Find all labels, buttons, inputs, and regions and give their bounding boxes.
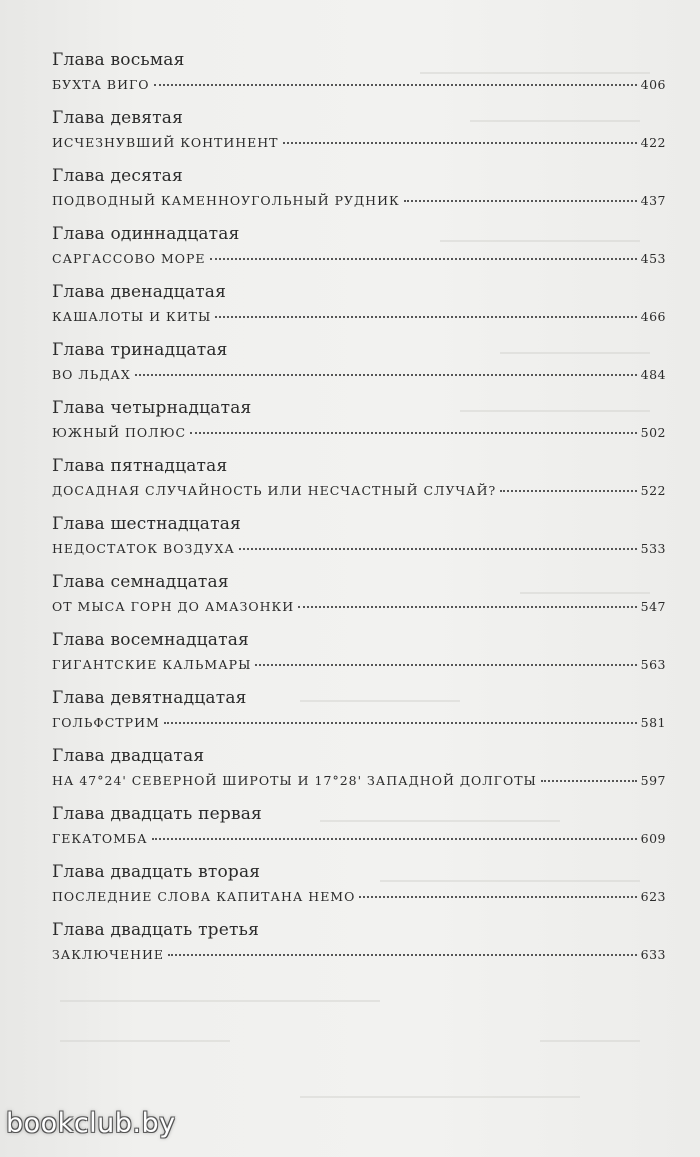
page-number: 563 (640, 657, 666, 672)
chapter-title: НА 47°24' СЕВЕРНОЙ ШИРОТЫ И 17°28' ЗАПАДНОЙ ДОЛГОТЫ (52, 773, 537, 788)
chapter-label: Глава пятнадцатая (52, 456, 228, 476)
dot-leader (210, 258, 637, 260)
toc-line (52, 889, 666, 905)
toc-entry (52, 108, 666, 166)
chapter-title: ОТ МЫСА ГОРН ДО АМАЗОНКИ (52, 599, 295, 614)
dot-leader (404, 200, 637, 202)
chapter-title: ГОЛЬФСТРИМ (52, 715, 160, 730)
chapter-label: Глава семнадцатая (52, 572, 229, 592)
toc-entry (52, 862, 666, 920)
dot-leader (541, 780, 637, 782)
toc-entry (52, 804, 666, 862)
toc-entry (52, 920, 666, 978)
toc-line (52, 77, 666, 93)
page-number: 422 (640, 135, 666, 150)
page-number: 581 (640, 715, 666, 730)
chapter-title: КАШАЛОТЫ И КИТЫ (52, 309, 212, 324)
chapter-label: Глава двадцать вторая (52, 862, 261, 882)
toc-line (52, 715, 666, 731)
chapter-title: ДОСАДНАЯ СЛУЧАЙНОСТЬ ИЛИ НЕСЧАСТНЫЙ СЛУЧАЙ? (52, 483, 497, 498)
toc-entry (52, 746, 666, 804)
toc-line (52, 599, 666, 615)
toc-entry (52, 166, 666, 224)
page-number: 522 (640, 483, 666, 498)
chapter-title: ВО ЛЬДАХ (52, 367, 131, 382)
page-number: 547 (640, 599, 666, 614)
chapter-label: Глава одиннадцатая (52, 224, 240, 244)
chapter-title: ГЕКАТОМБА (52, 831, 148, 846)
page-number: 609 (640, 831, 666, 846)
chapter-label: Глава двадцатая (52, 746, 205, 766)
toc-line (52, 251, 666, 267)
toc-line (52, 483, 666, 499)
chapter-title: ЮЖНЫЙ ПОЛЮС (52, 425, 187, 440)
dot-leader (359, 896, 636, 898)
chapter-title: НЕДОСТАТОК ВОЗДУХА (52, 541, 235, 556)
chapter-label: Глава двадцать первая (52, 804, 262, 824)
page-number: 484 (640, 367, 666, 382)
toc-line (52, 309, 666, 325)
toc-line (52, 657, 666, 673)
chapter-label: Глава тринадцатая (52, 340, 228, 360)
dot-leader (283, 142, 637, 144)
chapter-label: Глава восьмая (52, 50, 185, 70)
toc-line (52, 193, 666, 209)
toc-line (52, 773, 666, 789)
chapter-label: Глава двадцать третья (52, 920, 260, 940)
chapter-label: Глава девятая (52, 108, 183, 128)
toc-line (52, 367, 666, 383)
chapter-label: Глава девятнадцатая (52, 688, 247, 708)
page-number: 533 (640, 541, 666, 556)
page-number: 502 (640, 425, 666, 440)
toc-entry (52, 688, 666, 746)
toc-entry (52, 514, 666, 572)
dot-leader (164, 722, 637, 724)
chapter-title: ЗАКЛЮЧЕНИЕ (52, 947, 164, 962)
toc-entry (52, 630, 666, 688)
toc-line (52, 135, 666, 151)
page-number: 597 (640, 773, 666, 788)
dot-leader (135, 374, 637, 376)
dot-leader (500, 490, 636, 492)
dot-leader (152, 838, 637, 840)
chapter-title: ГИГАНТСКИЕ КАЛЬМАРЫ (52, 657, 252, 672)
page-number: 623 (640, 889, 666, 904)
chapter-title: БУХТА ВИГО (52, 77, 150, 92)
chapter-label: Глава четырнадцатая (52, 398, 252, 418)
toc-entry (52, 282, 666, 340)
dot-leader (255, 664, 636, 666)
toc-line (52, 541, 666, 557)
toc-entry (52, 224, 666, 282)
chapter-label: Глава двенадцатая (52, 282, 227, 302)
toc-entry (52, 50, 666, 108)
toc-line (52, 947, 666, 963)
watermark: bookclub.by (6, 1108, 176, 1139)
page-number: 437 (640, 193, 666, 208)
chapter-title: ИСЧЕЗНУВШИЙ КОНТИНЕНТ (52, 135, 279, 150)
toc-entry (52, 572, 666, 630)
chapter-title: САРГАССОВО МОРЕ (52, 251, 206, 266)
toc-entry (52, 340, 666, 398)
dot-leader (298, 606, 637, 608)
chapter-title: ПОСЛЕДНИЕ СЛОВА КАПИТАНА НЕМО (52, 889, 356, 904)
toc-line (52, 425, 666, 441)
dot-leader (168, 954, 637, 956)
dot-leader (154, 84, 637, 86)
toc-line (52, 831, 666, 847)
page-number: 453 (640, 251, 666, 266)
table-of-contents (52, 50, 666, 978)
toc-entry (52, 456, 666, 514)
chapter-title: ПОДВОДНЫЙ КАМЕННОУГОЛЬНЫЙ РУДНИК (52, 193, 400, 208)
page-number: 466 (640, 309, 666, 324)
dot-leader (239, 548, 637, 550)
page-number: 406 (640, 77, 666, 92)
dot-leader (190, 432, 637, 434)
chapter-label: Глава десятая (52, 166, 183, 186)
chapter-label: Глава восемнадцатая (52, 630, 249, 650)
dot-leader (215, 316, 636, 318)
page-number: 633 (640, 947, 666, 962)
chapter-label: Глава шестнадцатая (52, 514, 241, 534)
toc-entry (52, 398, 666, 456)
